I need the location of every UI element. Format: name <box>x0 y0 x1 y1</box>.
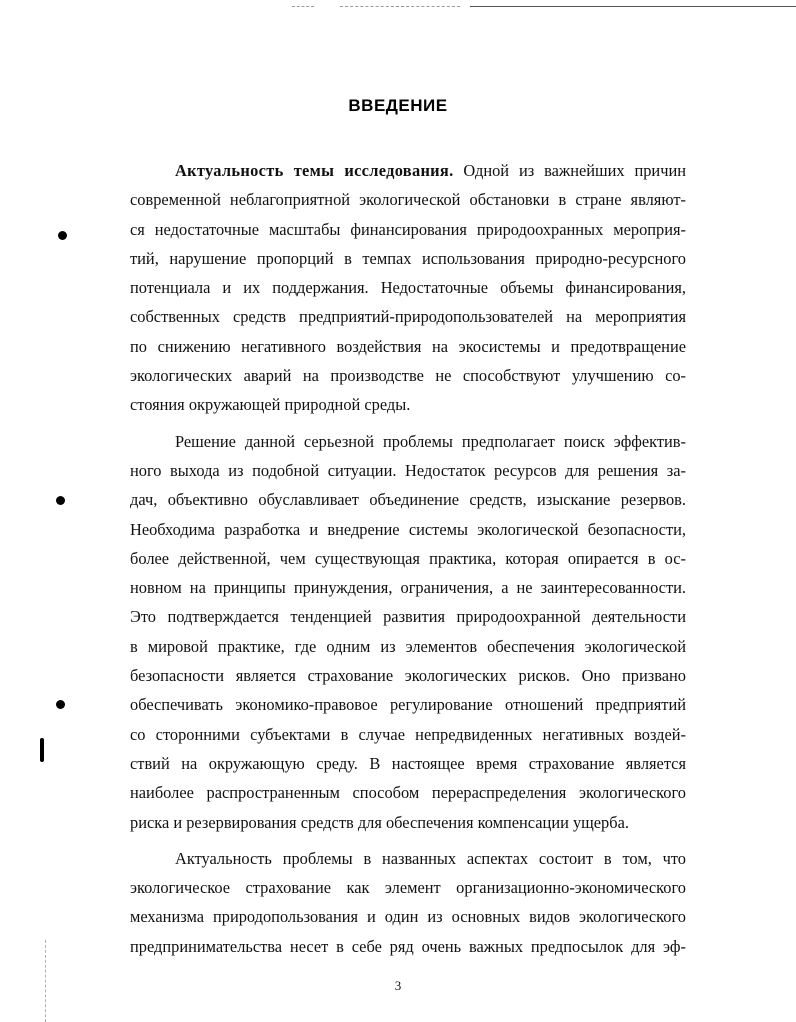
page-number: 3 <box>394 978 402 993</box>
paragraph-lead: Актуальность темы исследования. <box>175 161 454 180</box>
text-line: безопасности является страхование экологических рисков. Оно призвано <box>130 666 686 686</box>
text-line: Актуальность темы исследования. Одной из важнейших причин <box>175 161 686 180</box>
text-line: стояния окружающей природной среды. <box>130 395 411 415</box>
punch-hole-mark <box>58 231 67 240</box>
text-line: предпринимательства несет в себе ряд очень важных предпосылок для эф- <box>130 936 686 956</box>
text-line: наиболее распространенным способом перераспределения экологического <box>130 783 686 803</box>
text-line: механизма природопользования и один из основных видов экологического <box>130 907 686 927</box>
text-line: новном на принципы принуждения, ограничения, а не заинтересованности. <box>130 578 686 598</box>
scan-artifact-top-3 <box>470 6 796 7</box>
body-text <box>130 156 686 961</box>
text-line: дач, объективно обуславливает объединение средств, изыскание резервов. <box>130 490 686 510</box>
page-title: ВВЕДЕНИЕ <box>348 96 448 115</box>
scan-artifact-top-2 <box>340 6 460 7</box>
text-line: тий, нарушение пропорций в темпах использования природно-ресурсного <box>130 248 686 268</box>
binding-mark <box>40 738 44 762</box>
text-line: в мировой практике, где одним из элементов обеспечения экологической <box>130 636 686 656</box>
text-line: Решение данной серьезной проблемы предполагает поиск эффектив- <box>175 431 686 451</box>
text-line: Актуальность проблемы в названных аспектах состоит в том, что <box>175 848 686 868</box>
text-line: собственных средств предприятий-природопользователей на мероприятия <box>130 307 686 327</box>
text-line: Необходима разработка и внедрение системы экологической безопасности, <box>130 519 686 539</box>
text-line: более действенной, чем существующая практика, которая опирается в ос- <box>130 548 686 568</box>
text-line: экологических аварий на производстве не способствуют улучшению со- <box>130 366 686 386</box>
text-line: современной неблагоприятной экологической обстановки в стране являют- <box>130 190 686 210</box>
text-line: по снижению негативного воздействия на экосистемы и предотвращение <box>130 336 686 356</box>
text-line: риска и резервирования средств для обеспечения компенсации ущерба. <box>130 812 629 832</box>
text-line: ного выхода из подобной ситуации. Недостаток ресурсов для решения за- <box>130 460 686 480</box>
text-line: со сторонними субъектами в случае непредвиденных негативных воздей- <box>130 724 686 744</box>
punch-hole-mark <box>56 700 65 709</box>
text-line: экологическое страхование как элемент организационно-экономического <box>130 878 686 898</box>
punch-hole-mark <box>56 496 65 505</box>
paragraph-solution <box>130 427 686 837</box>
scan-artifact-top-1 <box>292 6 314 7</box>
paragraph-aspects <box>130 844 686 961</box>
text-line: ствий на окружающую среду. В настоящее время страхование является <box>130 753 686 773</box>
paragraph-relevance <box>130 156 686 420</box>
text-line: потенциала и их поддержания. Недостаточные объемы финансирования, <box>130 278 686 298</box>
text-line: Это подтверждается тенденцией развития природоохранной деятельности <box>130 607 686 627</box>
text-line: обеспечивать экономико-правовое регулирование отношений предприятий <box>130 695 686 715</box>
text-line: ся недостаточные масштабы финансирования природоохранных мероприя- <box>130 219 686 239</box>
